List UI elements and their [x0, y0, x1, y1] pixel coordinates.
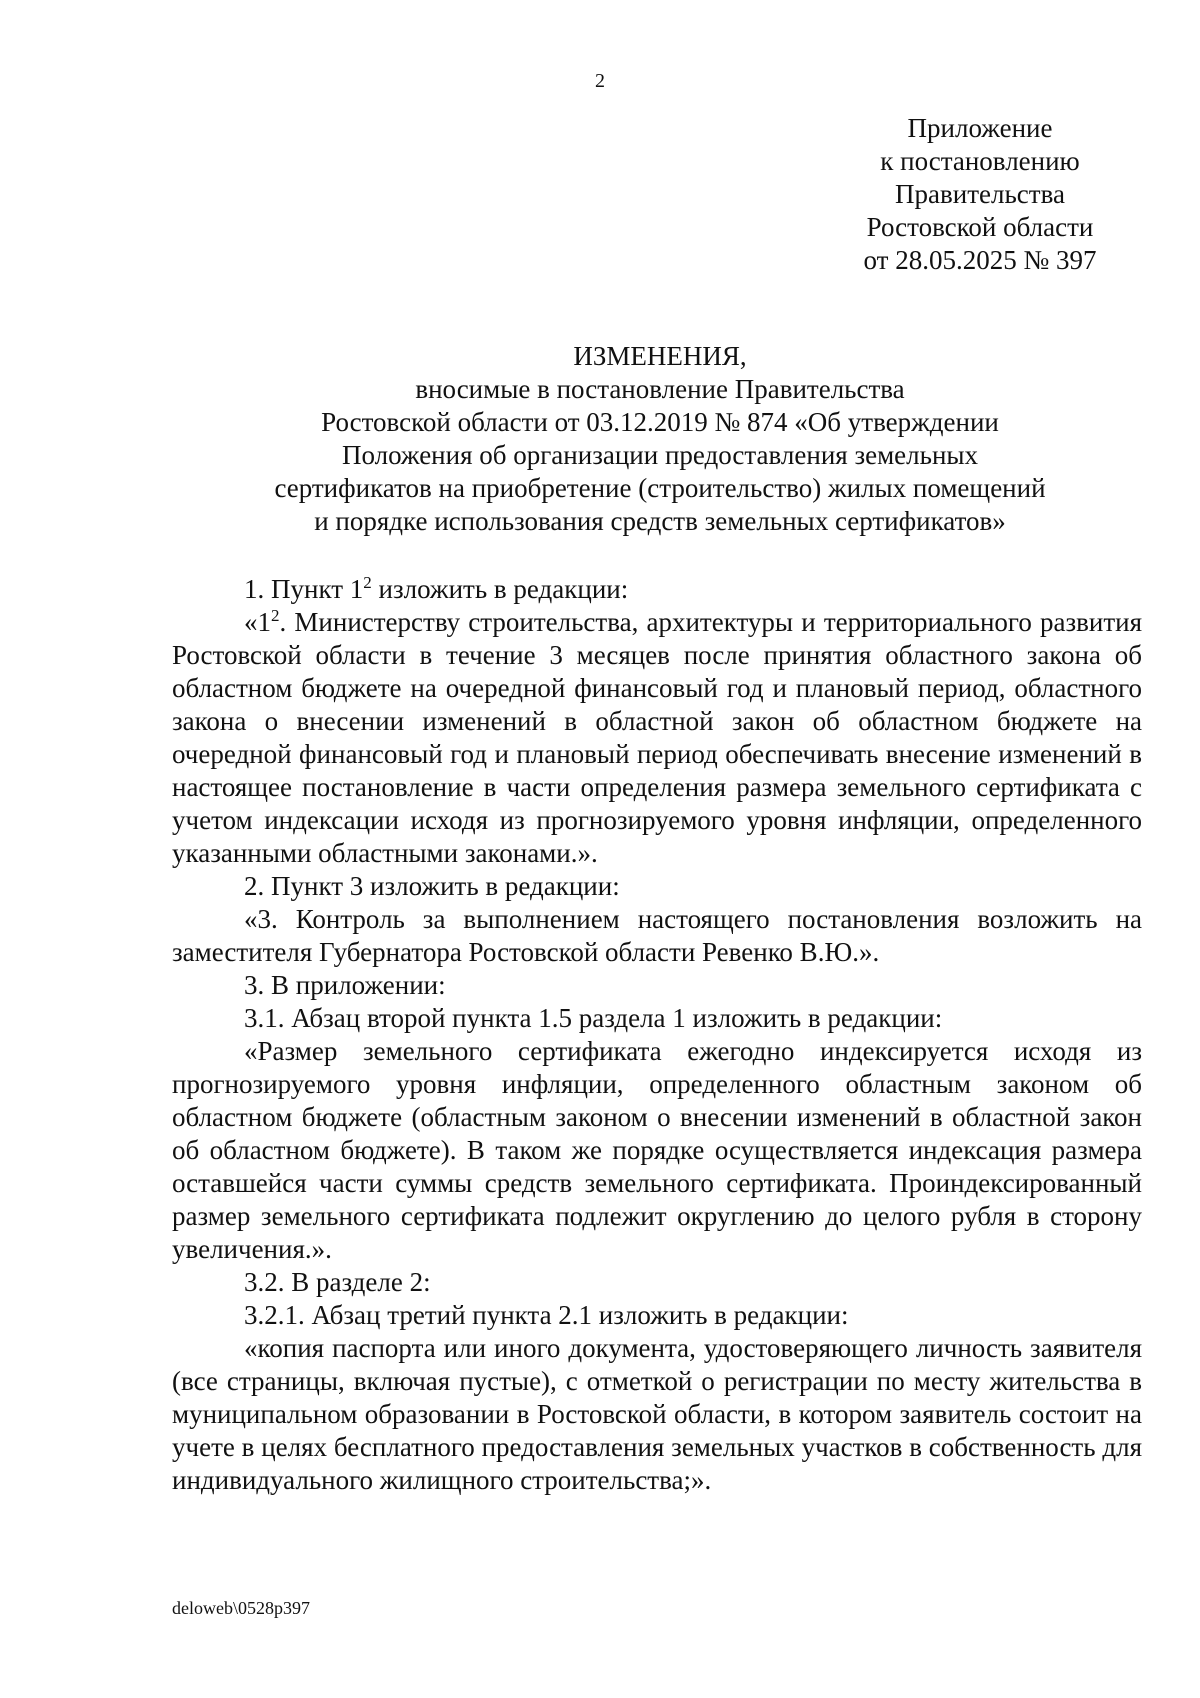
- page-number: 2: [595, 70, 605, 92]
- paragraph-item-3-1-text: «Размер земельного сертификата ежегодно индексируется исходя из прогнозируемого уровня инфляции, определенного областным законом об областном бюджете (областным законом о внесении изменений в областной закон об областном бюджете). В таком же порядке осуществляется индексация размера оставшейся части суммы средств земельного сертификата. Проиндексированный размер земельного сертификата подлежит округлению до целого рубля в сторону увеличения.».: [172, 1036, 1142, 1264]
- title-line: вносимые в постановление Правительства: [415, 374, 905, 404]
- document-body: [172, 573, 1142, 1497]
- footer-doc-code: deloweb\0528p397: [172, 1598, 310, 1618]
- appendix-line: Приложение: [907, 113, 1053, 143]
- title-line: Ростовской области от 03.12.2019 № 874 «Об утверждении: [321, 407, 999, 437]
- document-title: [220, 340, 1100, 538]
- paragraph-item-1: 1. Пункт $1^2$ изложить в редакции:: [244, 573, 629, 604]
- paragraph-item-2-text: «3. Контроль за выполнением настоящего постановления возложить на заместителя Губернатора Ростовской области Ревенко В.Ю.».: [172, 904, 1142, 967]
- paragraph-item-3-2-1: 3.2.1. Абзац третий пункта 2.1 изложить в редакции:: [244, 1300, 849, 1330]
- title-main: ИЗМЕНЕНИЯ,: [573, 341, 747, 371]
- paragraph-item-3-1: 3.1. Абзац второй пункта 1.5 раздела 1 изложить в редакции:: [244, 1003, 943, 1033]
- title-line: Положения об организации предоставления земельных: [341, 440, 979, 470]
- paragraph-item-2: 2. Пункт 3 изложить в редакции:: [244, 871, 620, 901]
- appendix-line: от 28.05.2025 № 397: [863, 245, 1097, 275]
- appendix-line: Ростовской области: [866, 212, 1094, 242]
- appendix-header: [820, 112, 1140, 277]
- paragraph-item-3-2: 3.2. В разделе 2:: [244, 1267, 431, 1297]
- paragraph-item-1-text: «$1^2$. Министерству строительства, архитектуры и территориального развития Ростовской области в течение 3 месяцев после принятия областного закона об областном бюджете на очередной финансовый год и плановый период, областного закона о внесении изменений в областной закон об областном бюджете на очередной финансовый год и плановый период обеспечивать внесение изменений в настоящее постановление в части определения размера земельного сертификата с учетом индексации исходя из прогнозируемого уровня инфляции, определенного указанными областными законами.».: [172, 606, 1142, 868]
- title-line: сертификатов на приобретение (строительство) жилых помещений: [274, 473, 1046, 503]
- paragraph-item-3-2-1-text: «копия паспорта или иного документа, удостоверяющего личность заявителя (все страницы, включая пустые), с отметкой о регистрации по месту жительства в муниципальном образовании в Ростовской области, в котором заявитель состоит на учете в целях бесплатного предоставления земельных участков в собственность для индивидуального жилищного строительства;».: [172, 1333, 1142, 1495]
- title-line: и порядке использования средств земельных сертификатов»: [314, 506, 1006, 536]
- appendix-line: Правительства: [895, 179, 1065, 209]
- appendix-line: к постановлению: [880, 146, 1080, 176]
- paragraph-item-3: 3. В приложении:: [244, 970, 446, 1000]
